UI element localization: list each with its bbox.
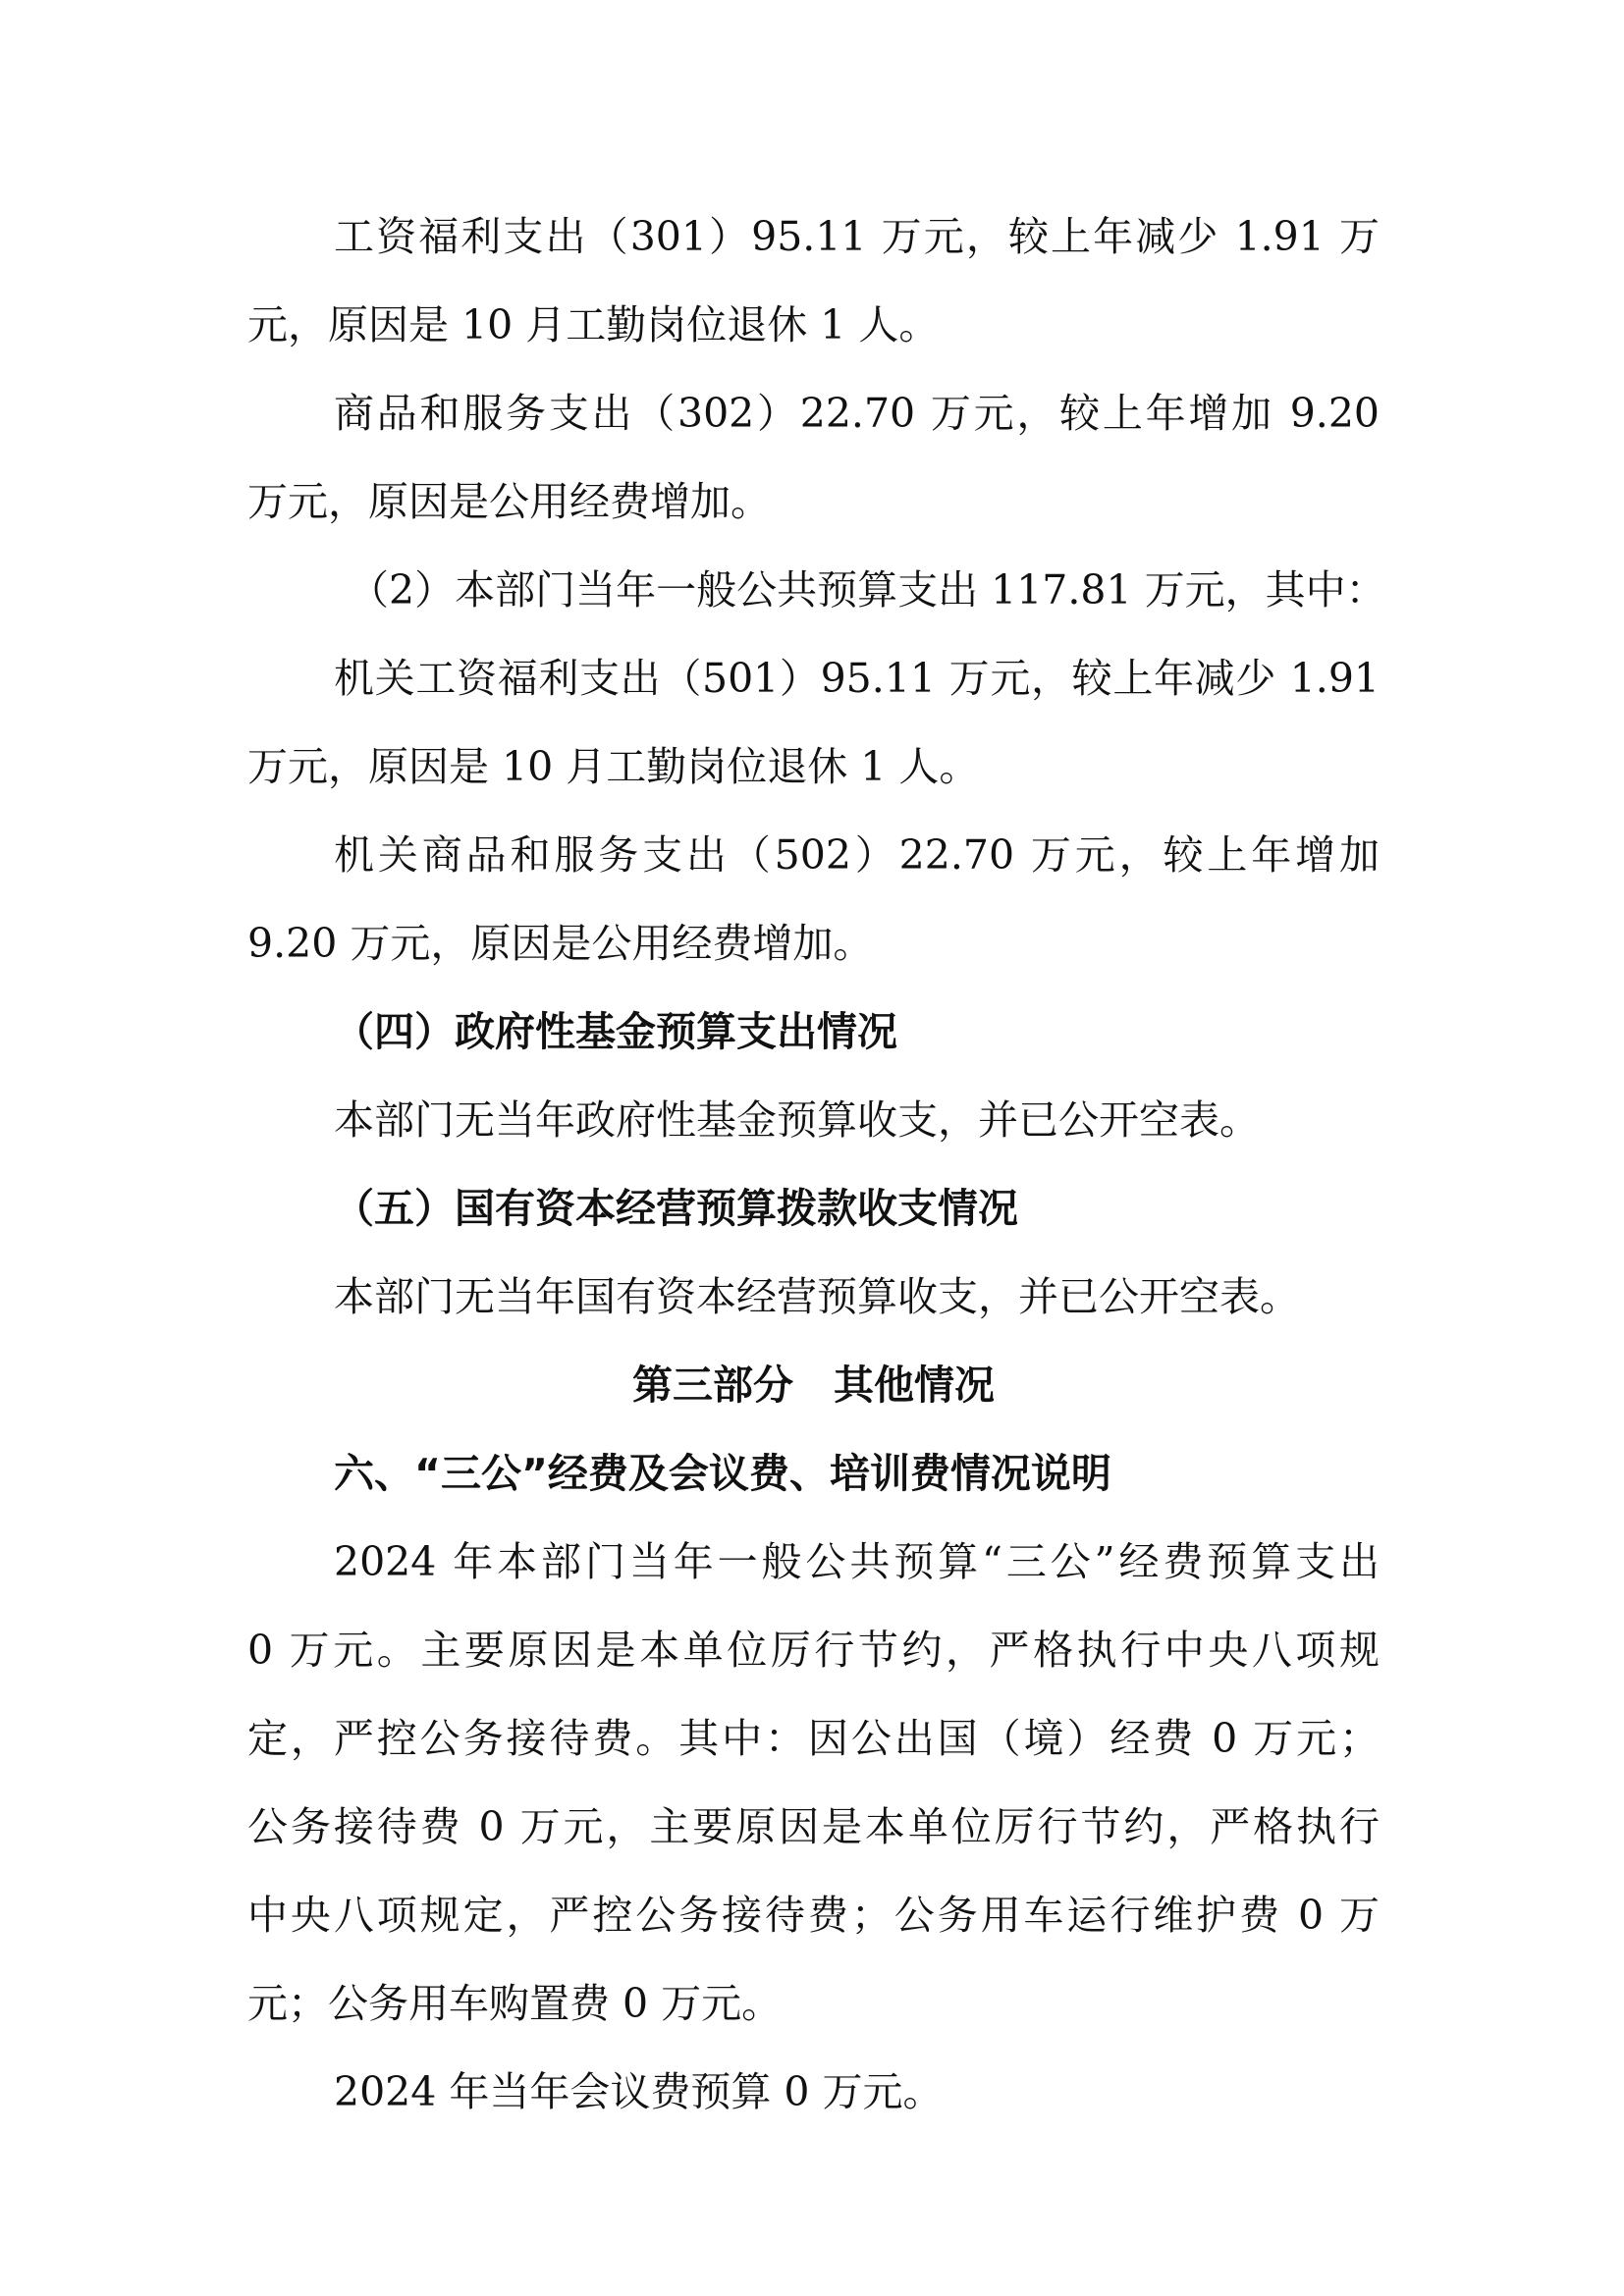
paragraph-line: 本部门无当年国有资本经营预算收支，并已公开空表。 — [334, 1273, 1300, 1320]
paragraph-line: 9.20 万元，原因是公用经费增加。 — [247, 920, 874, 967]
paragraph-line: 0 万元。主要原因是本单位厉行节约，严格执行中央八项规 — [247, 1627, 1380, 1674]
paragraph-line: （2）本部门当年一般公共预算支出 117.81 万元，其中： — [349, 566, 1386, 614]
paragraph-line: 万元，原因是公用经费增加。 — [247, 478, 771, 525]
paragraph-line: 工资福利支出（301）95.11 万元，较上年减少 1.91 万 — [334, 213, 1380, 260]
section-heading: （四）政府性基金预算支出情况 — [334, 1008, 897, 1055]
paragraph-line: 中央八项规定，严控公务接待费；公务用车运行维护费 0 万 — [247, 1892, 1380, 1939]
paragraph-line: 机关商品和服务支出（502）22.70 万元，较上年增加 — [334, 831, 1380, 879]
paragraph-line: 商品和服务支出（302）22.70 万元，较上年增加 9.20 — [334, 390, 1380, 437]
paragraph-line: 机关工资福利支出（501）95.11 万元，较上年减少 1.91 — [334, 655, 1380, 702]
paragraph-line: 本部门无当年政府性基金预算收支，并已公开空表。 — [334, 1096, 1260, 1144]
section-heading: 六、“三公”经费及会议费、培训费情况说明 — [334, 1450, 1111, 1497]
section-heading: （五）国有资本经营预算拨款收支情况 — [334, 1185, 1018, 1232]
paragraph-line: 元，原因是 10 月工勤岗位退休 1 人。 — [247, 301, 940, 348]
paragraph-line: 万元，原因是 10 月工勤岗位退休 1 人。 — [247, 743, 980, 790]
paragraph-line: 元；公务用车购置费 0 万元。 — [247, 1980, 783, 2027]
paragraph-line: 公务接待费 0 万元，主要原因是本单位厉行节约，严格执行 — [247, 1803, 1380, 1850]
part-title: 第三部分 其他情况 — [632, 1362, 995, 1409]
paragraph-line: 2024 年当年会议费预算 0 万元。 — [334, 2068, 944, 2115]
paragraph-line: 定，严控公务接待费。其中：因公出国（境）经费 0 万元； — [247, 1715, 1380, 1762]
paragraph-line: 2024 年本部门当年一般公共预算“三公”经费预算支出 — [334, 1538, 1380, 1585]
